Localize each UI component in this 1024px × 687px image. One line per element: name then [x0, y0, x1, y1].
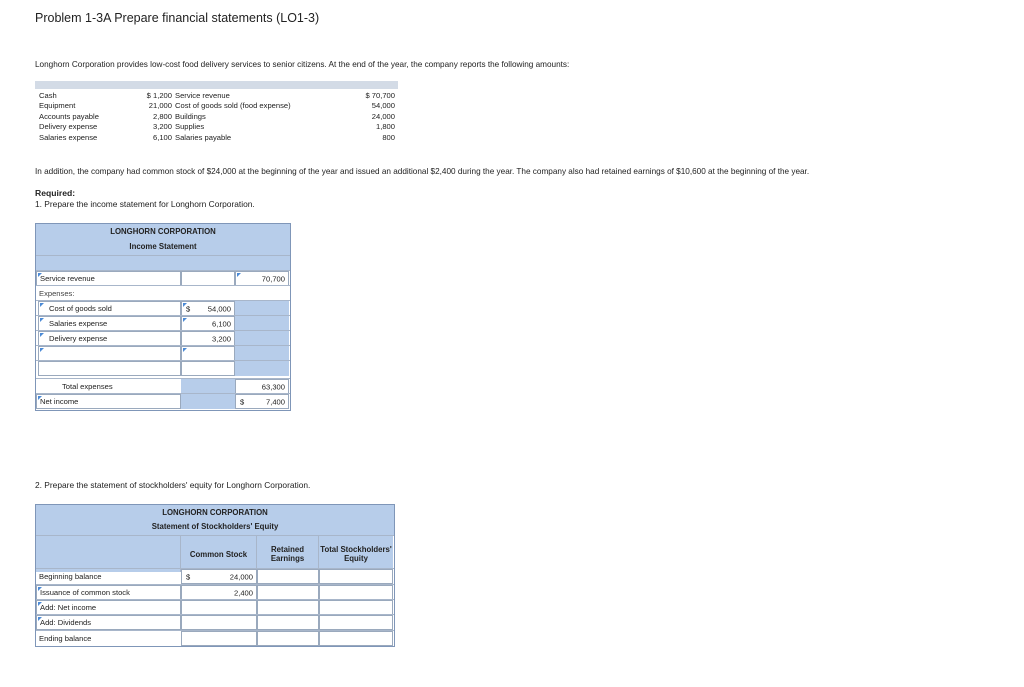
- given-account-name: Delivery expense: [39, 122, 98, 132]
- table-row: [36, 270, 290, 286]
- blank-header: [36, 536, 181, 572]
- blank-cell: [235, 361, 289, 376]
- beginning-retained-input[interactable]: [257, 569, 319, 584]
- dropdown-marker-icon: [40, 303, 44, 307]
- table-row: [36, 300, 290, 316]
- col-retained-earnings: Retained Earnings: [257, 536, 319, 572]
- ending-total-input[interactable]: [319, 631, 393, 646]
- given-account-amount: 1,800: [375, 122, 395, 132]
- given-amounts-table: [35, 81, 398, 145]
- dropdown-marker-icon: [38, 587, 42, 591]
- add-net-income-text: Add: Net income: [40, 603, 97, 612]
- service-revenue-value: 70,700: [261, 274, 285, 283]
- blank-cell: [235, 331, 289, 346]
- income-company: LONGHORN CORPORATION: [110, 227, 216, 236]
- extra-expense-amount-input[interactable]: [181, 346, 235, 361]
- page-title: Problem 1-3A Prepare financial statements (LO1-3): [35, 11, 320, 25]
- service-revenue-text: Service revenue: [40, 274, 95, 283]
- delivery-value: 3,200: [211, 334, 231, 343]
- given-account-amount: 2,800: [152, 111, 172, 121]
- given-account-name: Buildings: [175, 111, 206, 121]
- dividends-total-input[interactable]: [319, 615, 393, 630]
- expenses-label: Expenses:: [39, 289, 75, 298]
- table-row: [36, 378, 290, 394]
- dollar-sign: $: [186, 304, 191, 313]
- given-left-names: [39, 91, 99, 143]
- issuance-common-value: 2,400: [233, 588, 253, 597]
- total-expenses-label: Total expenses: [62, 382, 113, 391]
- given-account-name: Cash: [39, 91, 57, 100]
- add-dividends-text: Add: Dividends: [40, 618, 92, 627]
- dropdown-marker-icon: [237, 273, 241, 277]
- dollar-sign: $: [240, 397, 245, 406]
- problem-intro: Longhorn Corporation provides low-cost food delivery services to senior citizens. At the end of the year, the company reports the following amounts:: [35, 60, 570, 69]
- cogs-text: Cost of goods sold: [49, 304, 112, 313]
- given-account-amount: 800: [382, 132, 395, 142]
- blank-cell: [181, 379, 235, 394]
- table-row: [36, 630, 394, 646]
- ending-retained-input[interactable]: [257, 631, 319, 646]
- table-row: [36, 285, 290, 301]
- dropdown-marker-icon: [183, 318, 187, 322]
- table-row: [36, 315, 290, 331]
- dropdown-marker-icon: [38, 602, 42, 606]
- service-revenue-total-input[interactable]: [235, 271, 289, 286]
- given-account-name: Salaries payable: [175, 132, 232, 142]
- issuance-label[interactable]: [36, 585, 181, 600]
- table-row: [36, 584, 394, 600]
- net-income-total-input[interactable]: [319, 600, 393, 615]
- dollar-sign: $: [186, 572, 191, 581]
- dropdown-marker-icon: [183, 348, 187, 352]
- table-row: [36, 330, 290, 346]
- given-account-name: Equipment: [39, 101, 76, 111]
- extra-expense-label-input[interactable]: [38, 346, 181, 361]
- extra-expense-label-input[interactable]: [38, 361, 181, 376]
- dropdown-marker-icon: [40, 318, 44, 322]
- additional-info: In addition, the company had common stock of $24,000 at the beginning of the year and issued an additional $2,400 during the year. The company also had retained earnings of $10,600 at the beginning of the year.: [35, 167, 810, 176]
- delivery-label[interactable]: [38, 331, 181, 346]
- add-dividends-label[interactable]: [36, 615, 181, 630]
- table-row: [36, 614, 394, 630]
- dropdown-marker-icon: [40, 333, 44, 337]
- net-income-retained-input[interactable]: [257, 600, 319, 615]
- delivery-text: Delivery expense: [49, 334, 108, 343]
- dividends-retained-input[interactable]: [257, 615, 319, 630]
- service-revenue-amount-input[interactable]: [181, 271, 235, 286]
- table-row: [36, 345, 290, 361]
- net-income-label[interactable]: [36, 394, 181, 409]
- blank-cell: [235, 316, 289, 331]
- ending-balance-label: Ending balance: [39, 634, 92, 643]
- total-expenses-input[interactable]: [235, 379, 289, 394]
- equity-statement-title: Statement of Stockholders' Equity: [151, 522, 279, 531]
- salaries-value: 6,100: [211, 319, 231, 328]
- equity-header: [36, 505, 394, 535]
- requirement-1: 1. Prepare the income statement for Longhorn Corporation.: [35, 199, 255, 209]
- dropdown-marker-icon: [40, 348, 44, 352]
- net-income-text: Net income: [40, 397, 79, 406]
- blank-cell: [235, 301, 289, 316]
- requirement-2: 2. Prepare the statement of stockholders' equity for Longhorn Corporation.: [35, 480, 311, 490]
- blank-cell: [235, 346, 289, 361]
- cogs-amount-input[interactable]: [181, 301, 235, 316]
- required-label: Required:: [35, 188, 76, 198]
- col-total-equity: Total Stockholders' Equity: [319, 536, 393, 572]
- extra-expense-amount-input[interactable]: [181, 361, 235, 376]
- given-account-amount: 54,000: [371, 101, 395, 111]
- given-table-band: [35, 81, 398, 89]
- income-header: [36, 224, 290, 255]
- issuance-common-input[interactable]: [181, 585, 257, 600]
- delivery-amount-input[interactable]: [181, 331, 235, 346]
- given-account-name: Salaries expense: [39, 132, 98, 142]
- net-income-common-input[interactable]: [181, 600, 257, 615]
- col-common-stock: Common Stock: [181, 536, 257, 572]
- issuance-retained-input[interactable]: [257, 585, 319, 600]
- dropdown-marker-icon: [38, 617, 42, 621]
- net-income-value: 7,400: [265, 397, 285, 406]
- given-account-amount: 3,200: [152, 122, 172, 132]
- given-account-name: Accounts payable: [39, 111, 99, 121]
- add-net-income-label[interactable]: [36, 600, 181, 615]
- table-row: [36, 360, 290, 376]
- net-income-input[interactable]: [235, 394, 289, 409]
- total-expenses-value: 63,300: [261, 382, 285, 391]
- given-account-amount: $ 1,200: [146, 91, 172, 100]
- cogs-value: 54,000: [207, 304, 231, 313]
- salaries-text: Salaries expense: [49, 319, 108, 328]
- given-right-amounts: [335, 91, 395, 143]
- given-account-amount: $ 70,700: [365, 91, 395, 100]
- table-row: [36, 599, 394, 615]
- table-row: [36, 568, 394, 584]
- beginning-common-input[interactable]: [181, 569, 257, 584]
- table-row: [36, 393, 290, 409]
- equity-company: LONGHORN CORPORATION: [162, 508, 268, 517]
- ending-common-input[interactable]: [181, 631, 257, 646]
- income-statement-table: [35, 223, 291, 411]
- salaries-amount-input[interactable]: [181, 316, 235, 331]
- given-left-amounts: [120, 91, 172, 143]
- blank-cell: [181, 394, 235, 409]
- income-blank-row: [36, 255, 290, 270]
- beginning-balance-label: Beginning balance: [39, 572, 102, 581]
- service-revenue-label[interactable]: [36, 271, 181, 286]
- cogs-label[interactable]: [38, 301, 181, 316]
- given-account-amount: 24,000: [371, 111, 395, 121]
- given-account-amount: 21,000: [148, 101, 172, 111]
- given-right-names: [175, 91, 291, 143]
- given-account-amount: 6,100: [152, 132, 172, 142]
- issuance-total-input[interactable]: [319, 585, 393, 600]
- dividends-common-input[interactable]: [181, 615, 257, 630]
- income-statement-title: Income Statement: [129, 242, 197, 251]
- dropdown-marker-icon: [38, 396, 42, 400]
- equity-column-headers: [36, 535, 394, 572]
- given-account-name: Service revenue: [175, 91, 230, 100]
- salaries-label[interactable]: [38, 316, 181, 331]
- dropdown-marker-icon: [38, 273, 42, 277]
- issuance-text: Issuance of common stock: [40, 588, 130, 597]
- beginning-total-input[interactable]: [319, 569, 393, 584]
- equity-statement-table: [35, 504, 395, 647]
- given-account-name: Cost of goods sold (food expense): [175, 101, 291, 111]
- beginning-common-value: 24,000: [229, 572, 253, 581]
- given-account-name: Supplies: [175, 122, 205, 132]
